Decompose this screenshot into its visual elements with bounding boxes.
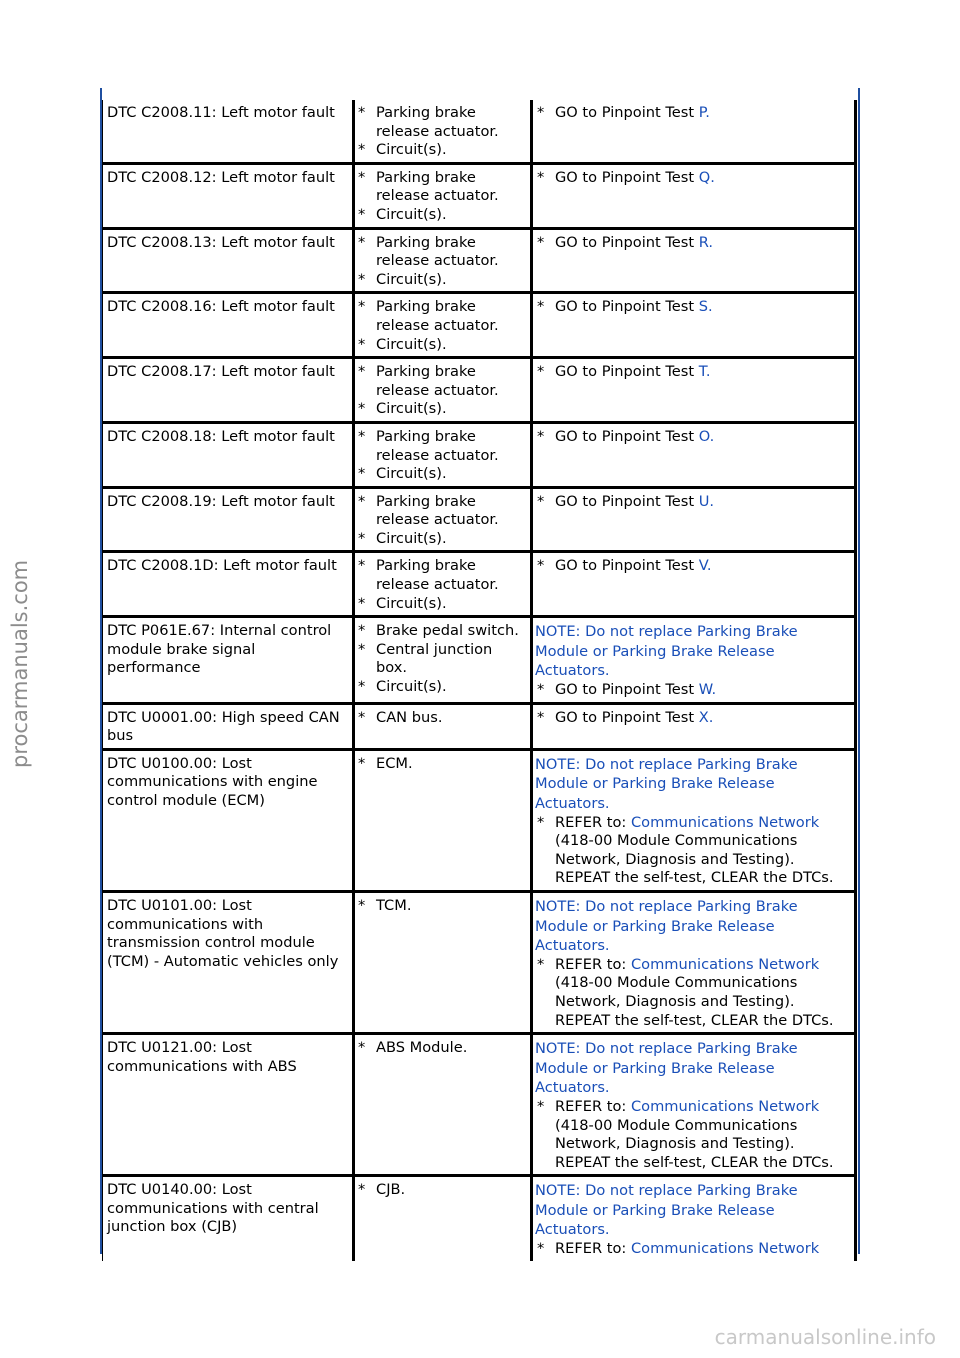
action-item: [535, 956, 851, 1030]
dtc-table: [102, 100, 857, 1261]
cause-item: * Circuit(s).: [356, 530, 527, 549]
cause-item: * Parking brake release actuator.: [356, 104, 527, 141]
action-prefix: GO to Pinpoint Test: [555, 427, 699, 445]
action-link[interactable]: P.: [698, 104, 710, 121]
cause-item: * ABS Module.: [356, 1039, 527, 1058]
dtc-code-cell: DTC U0121.00: Lost communications with ABS: [102, 1035, 352, 1174]
action-cell: [530, 618, 857, 701]
dtc-code-cell: DTC U0001.00: High speed CAN bus: [102, 705, 352, 748]
action-cell: [530, 893, 857, 1032]
cause-item: * TCM.: [356, 897, 527, 916]
dtc-code-cell: DTC C2008.1D: Left motor fault: [102, 553, 352, 615]
dtc-code-cell: DTC C2008.11: Left motor fault: [102, 100, 352, 162]
table-row: [102, 705, 857, 751]
action-suffix: (418-00 Module Communications Network, Diagnosis and Testing). REPEAT the self-test, CLEAR the DTCs.: [555, 1116, 834, 1171]
action-prefix: REFER to:: [555, 955, 631, 973]
action-prefix: GO to Pinpoint Test: [555, 233, 699, 251]
action-item: [535, 493, 851, 512]
possible-causes-cell: [352, 165, 530, 227]
action-link[interactable]: W.: [698, 681, 717, 699]
action-item: [535, 681, 851, 700]
note-text: NOTE: Do not replace Parking Brake Module or Parking Brake Release Actuators.: [535, 897, 798, 955]
possible-causes-cell: [352, 893, 530, 1032]
possible-causes-cell: [352, 705, 530, 748]
action-cell: [530, 1035, 857, 1174]
cause-item: * Circuit(s).: [356, 400, 527, 419]
cause-item: * Circuit(s).: [356, 465, 527, 484]
action-item: [535, 428, 851, 447]
action-link[interactable]: V.: [698, 557, 712, 575]
possible-causes-cell: [352, 489, 530, 551]
action-cell: [530, 1177, 857, 1260]
cause-item: * Central junction box.: [356, 641, 527, 678]
cause-item: * Parking brake release actuator.: [356, 363, 527, 400]
cause-item: * Brake pedal switch.: [356, 622, 527, 641]
right-frame-line: [858, 88, 860, 1254]
possible-causes-cell: [352, 424, 530, 486]
note-text: NOTE: Do not replace Parking Brake Module or Parking Brake Release Actuators.: [535, 1040, 798, 1097]
action-item: [535, 169, 851, 188]
action-cell: [530, 553, 857, 615]
possible-causes-cell: [352, 230, 530, 292]
dtc-code-cell: DTC C2008.13: Left motor fault: [102, 230, 352, 292]
action-prefix: REFER to:: [555, 1240, 631, 1258]
action-link[interactable]: Communications Network: [630, 1240, 820, 1258]
footer-watermark: carmanualsonline.info: [714, 1325, 936, 1349]
possible-causes-cell: [352, 294, 530, 356]
cause-item: * Parking brake release actuator.: [356, 557, 527, 594]
table-row: [102, 489, 857, 554]
dtc-code-cell: DTC U0100.00: Lost communications with engine control module (ECM): [102, 751, 352, 890]
dtc-code-cell: DTC C2008.18: Left motor fault: [102, 424, 352, 486]
action-prefix: GO to Pinpoint Test: [555, 708, 699, 726]
dtc-code-cell: DTC C2008.16: Left motor fault: [102, 294, 352, 356]
action-prefix: GO to Pinpoint Test: [555, 168, 699, 186]
cause-item: * Parking brake release actuator.: [356, 234, 527, 271]
cause-item: * Parking brake release actuator.: [356, 493, 527, 530]
action-cell: [530, 294, 857, 356]
table-row: [102, 424, 857, 489]
dtc-code-cell: DTC C2008.17: Left motor fault: [102, 359, 352, 421]
dtc-code-cell: DTC U0101.00: Lost communications with transmission control module (TCM) - Automatic vehicles only: [102, 893, 352, 1032]
action-cell: [530, 751, 857, 890]
action-link[interactable]: R.: [698, 233, 714, 251]
action-cell: [530, 489, 857, 551]
action-cell: [530, 100, 857, 162]
table-row: [102, 893, 857, 1035]
action-link[interactable]: S.: [698, 298, 713, 316]
action-link[interactable]: T.: [698, 363, 711, 381]
action-item: [535, 298, 851, 317]
action-link[interactable]: Communications Network: [630, 1097, 820, 1115]
cause-item: * Circuit(s).: [356, 141, 527, 160]
cause-item: * Parking brake release actuator.: [356, 428, 527, 465]
table-row: [102, 359, 857, 424]
cause-item: * Circuit(s).: [356, 336, 527, 355]
possible-causes-cell: [352, 553, 530, 615]
action-cell: [530, 165, 857, 227]
action-prefix: REFER to:: [555, 813, 631, 831]
cause-item: * Parking brake release actuator.: [356, 169, 527, 206]
cause-item: * Circuit(s).: [356, 678, 527, 697]
side-watermark: procarmanuals.com: [8, 559, 32, 768]
dtc-code-cell: DTC P061E.67: Internal control module brake signal performance: [102, 618, 352, 701]
action-cell: [530, 359, 857, 421]
action-prefix: GO to Pinpoint Test: [555, 492, 699, 510]
table-row: [102, 1177, 857, 1260]
cause-item: * Parking brake release actuator.: [356, 298, 527, 335]
cause-item: * CJB.: [356, 1181, 527, 1200]
table-row: [102, 100, 857, 165]
table-row: [102, 1035, 857, 1177]
cause-item: * Circuit(s).: [356, 206, 527, 225]
action-prefix: REFER to:: [555, 1097, 631, 1115]
cause-item: * Circuit(s).: [356, 595, 527, 614]
action-link[interactable]: Communications Network: [630, 813, 820, 831]
cause-item: * CAN bus.: [356, 709, 527, 728]
cause-item: * ECM.: [356, 755, 527, 774]
possible-causes-cell: [352, 100, 530, 162]
note-text: NOTE: Do not replace Parking Brake Module or Parking Brake Release Actuators.: [535, 1182, 798, 1239]
action-prefix: GO to Pinpoint Test: [555, 557, 699, 575]
possible-causes-cell: [352, 751, 530, 890]
action-item: [535, 363, 851, 382]
action-item: [535, 709, 851, 728]
action-link[interactable]: U.: [698, 492, 715, 510]
action-item: [535, 1098, 851, 1172]
action-suffix: (418-00 Module Communications Network, Diagnosis and Testing). REPEAT the self-test, CLEAR the DTCs.: [555, 832, 834, 887]
table-row: [102, 751, 857, 893]
possible-causes-cell: [352, 1035, 530, 1174]
action-suffix: (418-00 Module Communications Network, Diagnosis and Testing). REPEAT the self-test, CLEAR the DTCs.: [555, 974, 834, 1029]
action-item: [535, 234, 851, 253]
table-row: [102, 294, 857, 359]
action-cell: [530, 424, 857, 486]
table-row: [102, 230, 857, 295]
note-text: NOTE: Do not replace Parking Brake Module or Parking Brake Release Actuators.: [535, 623, 798, 680]
possible-causes-cell: [352, 359, 530, 421]
action-prefix: GO to Pinpoint Test: [555, 104, 699, 121]
cause-item: * Circuit(s).: [356, 271, 527, 290]
action-prefix: GO to Pinpoint Test: [555, 681, 699, 699]
action-link[interactable]: X.: [698, 708, 714, 726]
dtc-code-cell: DTC C2008.19: Left motor fault: [102, 489, 352, 551]
table-row: [102, 553, 857, 618]
action-item: [535, 1240, 851, 1259]
possible-causes-cell: [352, 1177, 530, 1260]
action-prefix: GO to Pinpoint Test: [555, 363, 699, 381]
action-item: [535, 104, 851, 123]
action-link[interactable]: Communications Network: [630, 955, 820, 973]
action-link[interactable]: O.: [698, 427, 715, 445]
action-item: [535, 557, 851, 576]
table-row: [102, 618, 857, 704]
dtc-code-cell: DTC U0140.00: Lost communications with central junction box (CJB): [102, 1177, 352, 1260]
action-prefix: GO to Pinpoint Test: [555, 298, 699, 316]
action-cell: [530, 230, 857, 292]
note-text: NOTE: Do not replace Parking Brake Module or Parking Brake Release Actuators.: [535, 755, 798, 812]
possible-causes-cell: [352, 618, 530, 701]
action-cell: [530, 705, 857, 748]
action-link[interactable]: Q.: [698, 168, 715, 186]
action-item: [535, 814, 851, 888]
table-row: [102, 165, 857, 230]
dtc-code-cell: DTC C2008.12: Left motor fault: [102, 165, 352, 227]
